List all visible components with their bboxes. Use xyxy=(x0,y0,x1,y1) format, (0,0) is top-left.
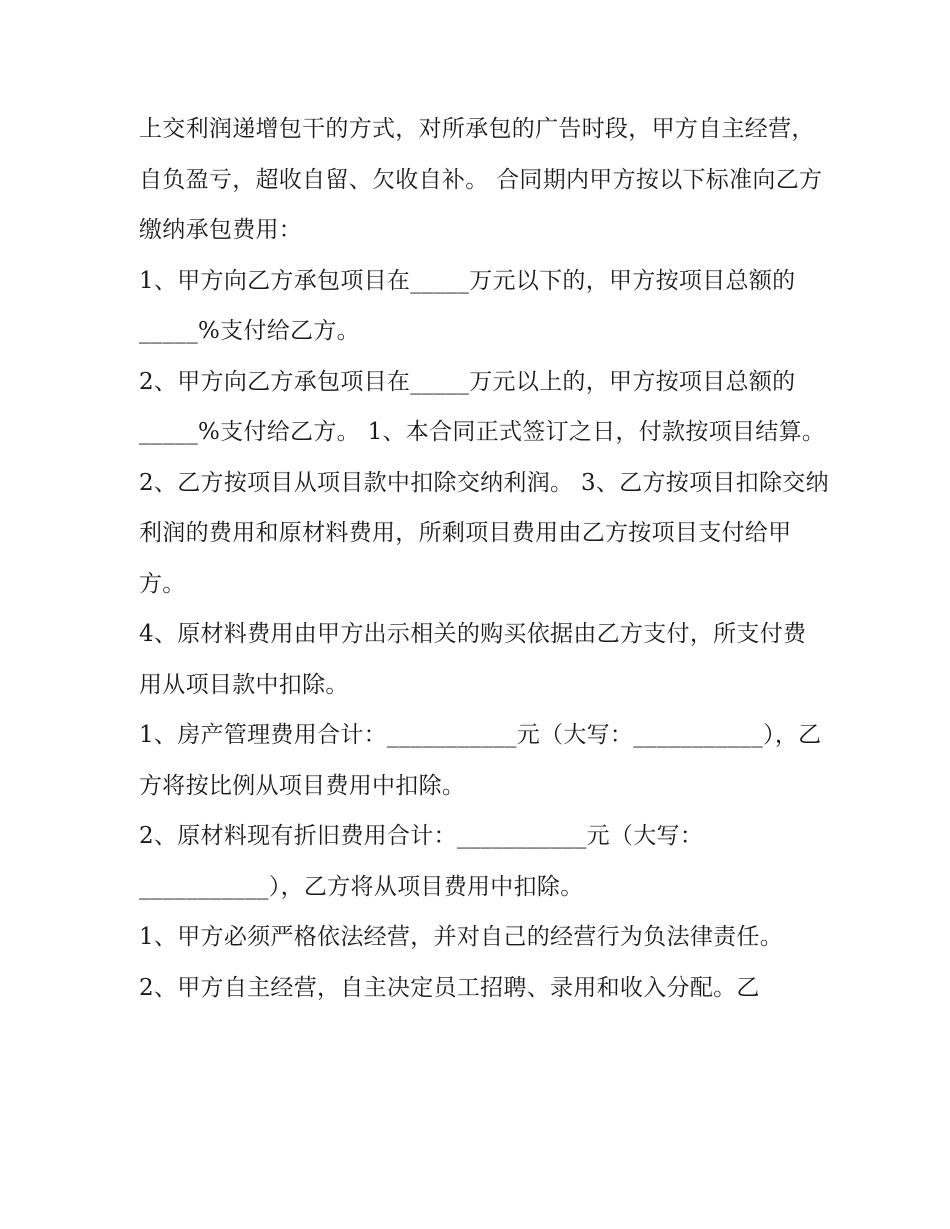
paragraph-property-fees: 1、房产管理费用合计：___________元（大写：___________），乙方将按比例从项目费用中扣除。 xyxy=(139,722,822,799)
paragraph-legal-operation: 1、甲方必须严格依法经营，并对自己的经营行为负法律责任。 xyxy=(139,924,784,950)
paragraph-profit-deduction: 2、乙方按项目从项目款中扣除交纳利润。 3、乙方按项目扣除交纳利润的费用和原材料费用，所剩项目费用由乙方按项目支付给甲方。 xyxy=(139,469,829,597)
paragraph-depreciation-fees: 2、原材料现有折旧费用合计：___________元（大写：___________），乙方将从项目费用中扣除。 xyxy=(139,823,704,900)
paragraph-contract-terms: 上交利润递增包干的方式，对所承包的广告时段，甲方自主经营，自负盈亏，超收自留、欠收自补。 合同期内甲方按以下标准向乙方缴纳承包费用： xyxy=(139,116,823,243)
document-body xyxy=(139,104,829,1013)
paragraph-fee-above-threshold: 2、甲方向乙方承包项目在_____万元以上的，甲方按项目总额的_____%支付给乙方。 1、本合同正式签订之日，付款按项目结算。 xyxy=(139,368,826,445)
paragraph-autonomous-operation: 2、甲方自主经营，自主决定员工招聘、录用和收入分配。乙 xyxy=(139,974,760,1001)
paragraph-fee-below-threshold: 1、甲方向乙方承包项目在_____万元以下的，甲方按项目总额的_____%支付给乙方。 xyxy=(139,267,796,344)
paragraph-material-costs: 4、原材料费用由甲方出示相关的购买依据由乙方支付，所支付费用从项目款中扣除。 xyxy=(139,621,807,698)
